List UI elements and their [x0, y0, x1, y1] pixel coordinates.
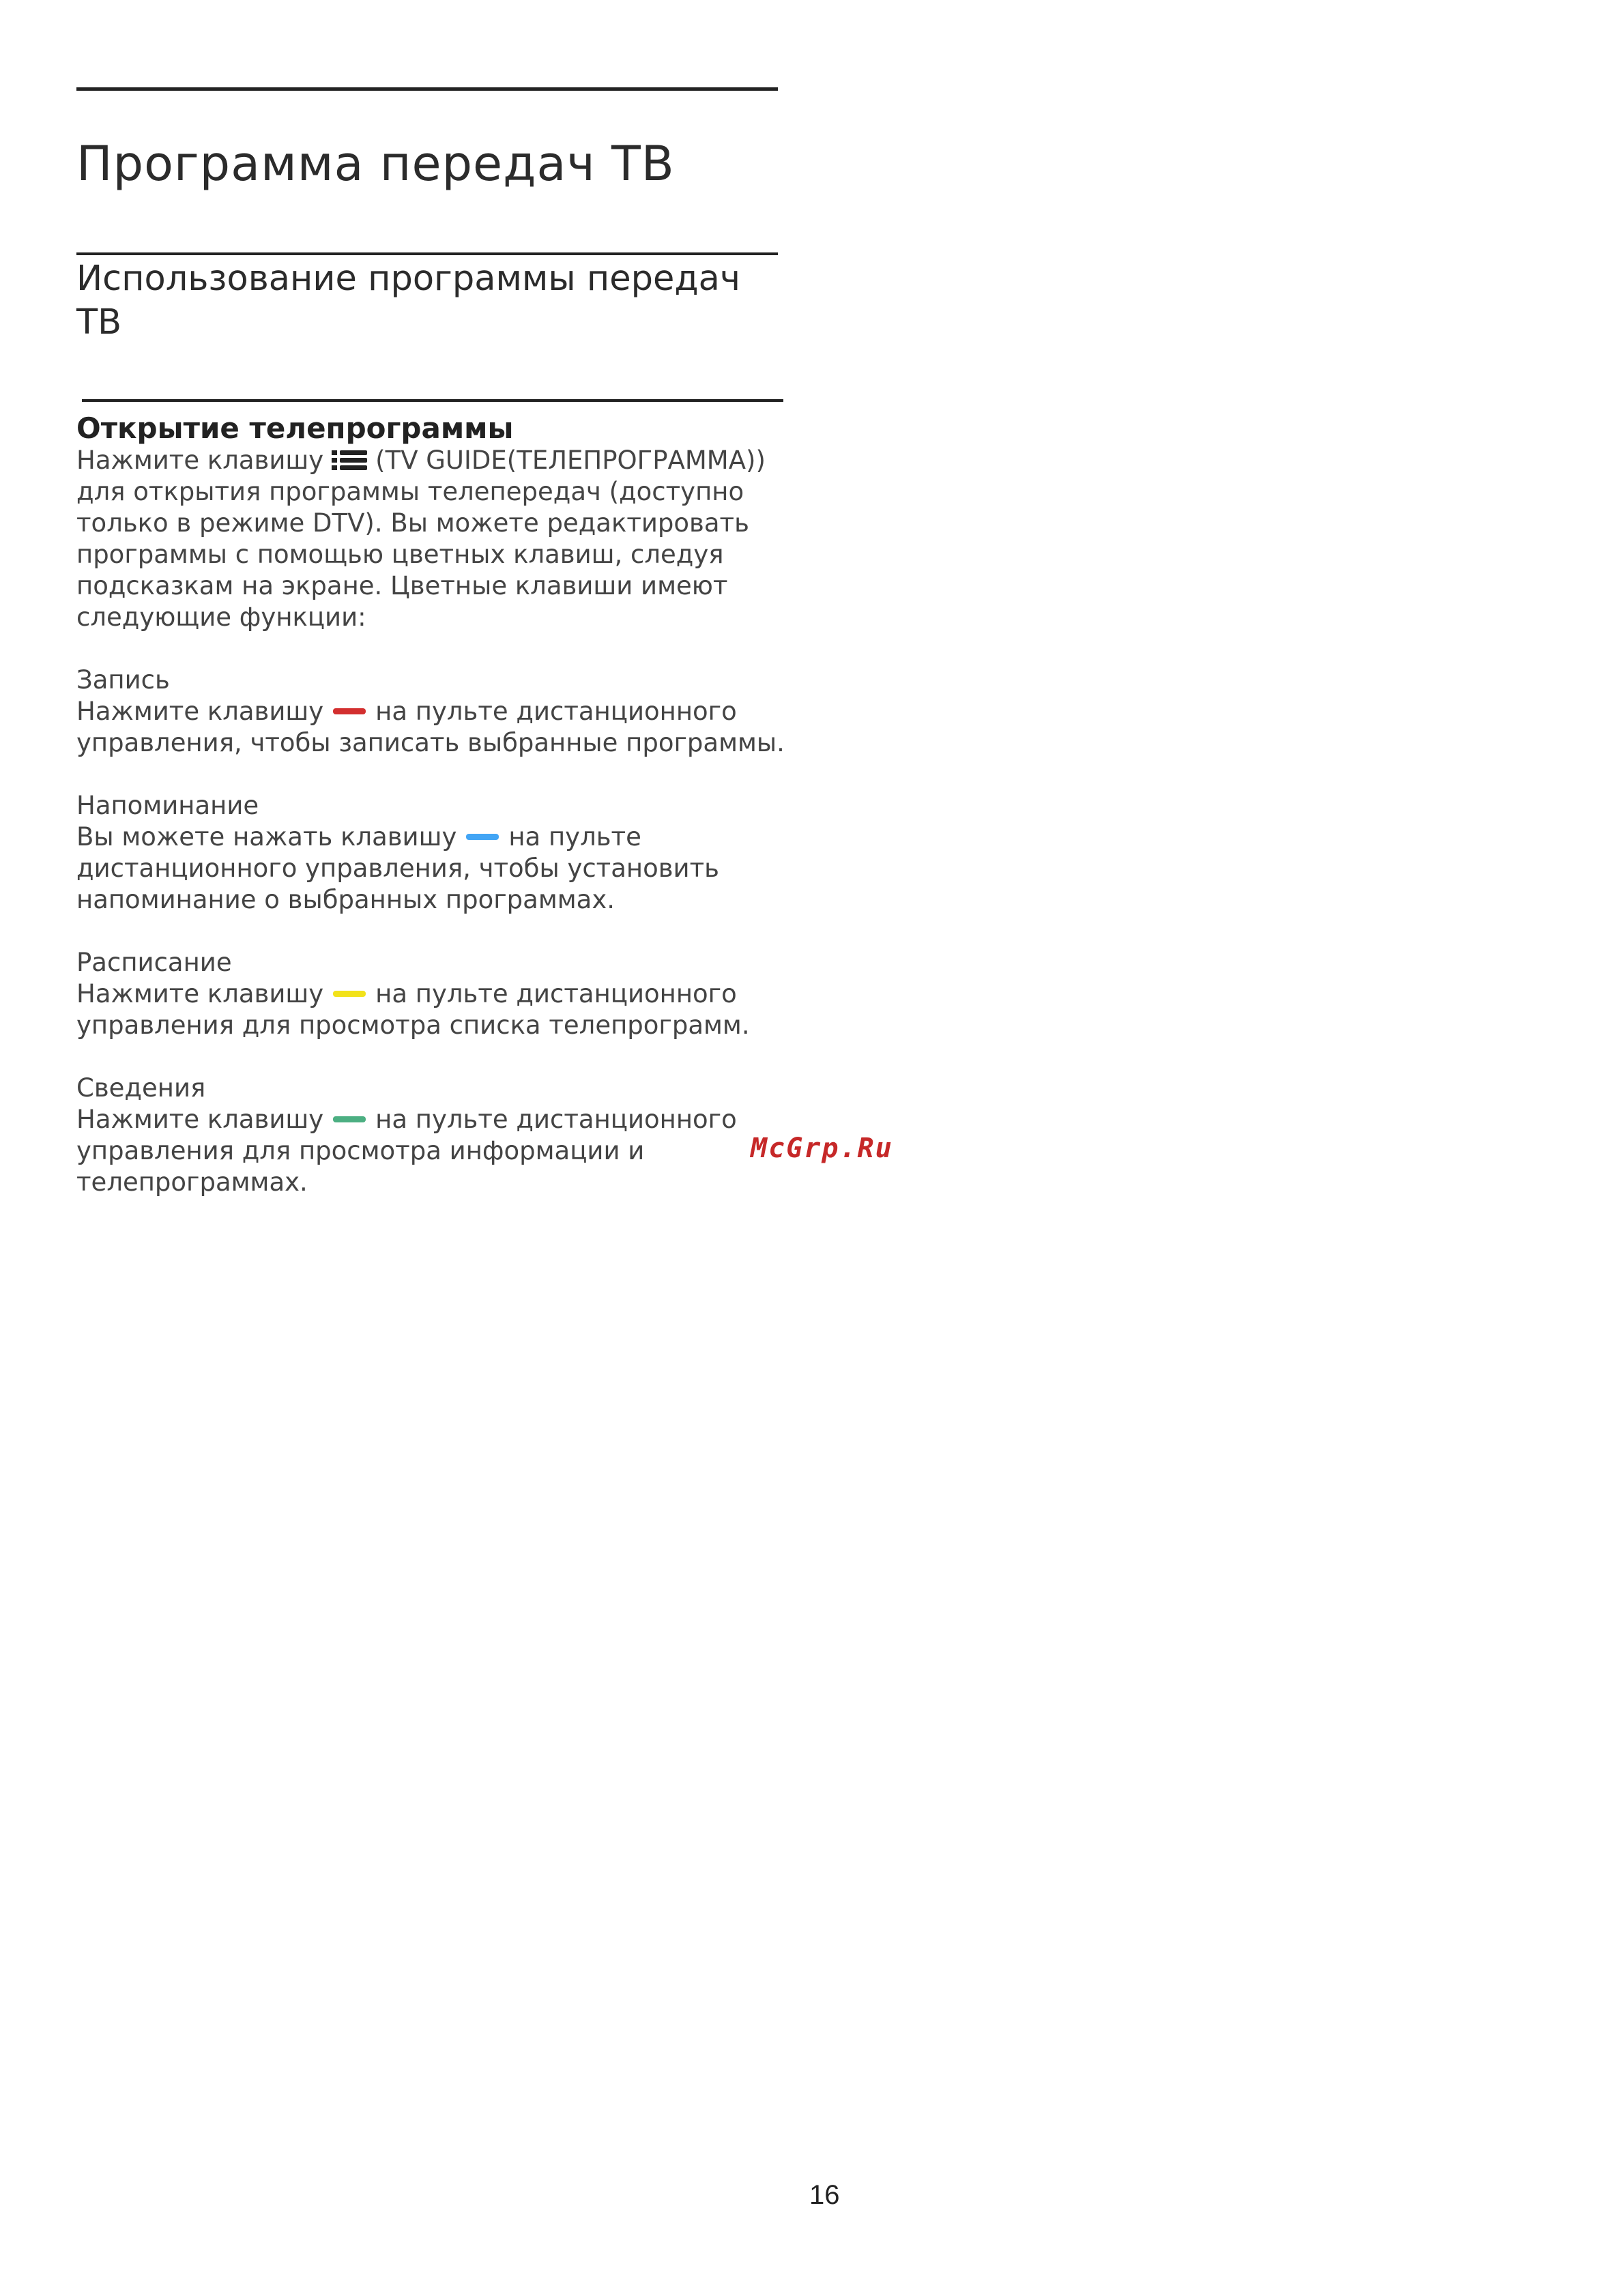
item-description — [76, 822, 793, 916]
item-heading: Запись — [76, 665, 170, 695]
subsection-title: Открытие телепрограммы — [76, 411, 514, 445]
page-number: 16 — [809, 2180, 840, 2210]
section-divider — [76, 252, 778, 255]
color-key-icon — [333, 1116, 366, 1122]
page-title: Программа передач ТВ — [76, 136, 675, 192]
intro-text-before-icon: Нажмите клавишу — [76, 446, 324, 475]
item-text-before-key: Нажмите клавишу — [76, 979, 324, 1008]
section-title: Использование программы передач ТВ — [76, 259, 740, 343]
document-body — [76, 412, 793, 1198]
item-text-after-key: на пульте дистанционного управления, чтобы записать выбранные программы. — [76, 697, 785, 757]
color-key-icon — [333, 991, 366, 997]
top-divider — [76, 87, 778, 91]
item-text-after-key: на пульте дистанционного управления, чтобы установить напоминание о выбранных программах. — [76, 822, 719, 914]
subsection-divider — [82, 399, 783, 402]
item-heading: Напоминание — [76, 791, 259, 820]
list-item — [76, 790, 793, 916]
tv-guide-list-icon — [332, 448, 367, 471]
color-key-icon — [466, 834, 499, 840]
item-heading: Сведения — [76, 1073, 206, 1103]
color-key-list — [76, 665, 793, 1198]
item-text-before-key: Нажмите клавишу — [76, 1105, 324, 1134]
item-description — [76, 978, 793, 1041]
item-text-before-key: Нажмите клавишу — [76, 697, 324, 726]
item-description — [76, 696, 793, 759]
intro-text-rest: для открытия программы телепередач (доступно только в режиме DTV). Вы можете редактировать программы с помощью цветных клавиш, следуя подсказкам на экране. Цветные клавиши имеют следующие функции: — [76, 477, 749, 632]
intro-text-after-icon: (TV GUIDE(ТЕЛЕПРОГРАММА)) — [375, 446, 766, 475]
item-text-after-key: на пульте дистанционного управления для просмотра списка телепрограмм. — [76, 979, 750, 1040]
item-text-after-key: на пульте дистанционного управления для просмотра информации и телепрограммах. — [76, 1105, 737, 1197]
item-heading: Расписание — [76, 948, 232, 977]
watermark: McGrp.Ru — [751, 1133, 893, 1164]
list-item — [76, 665, 793, 759]
list-item — [76, 947, 793, 1041]
list-item — [76, 1073, 793, 1198]
item-description — [76, 1104, 793, 1198]
intro-paragraph — [76, 445, 793, 633]
color-key-icon — [333, 708, 366, 714]
item-text-before-key: Вы можете нажать клавишу — [76, 822, 457, 852]
